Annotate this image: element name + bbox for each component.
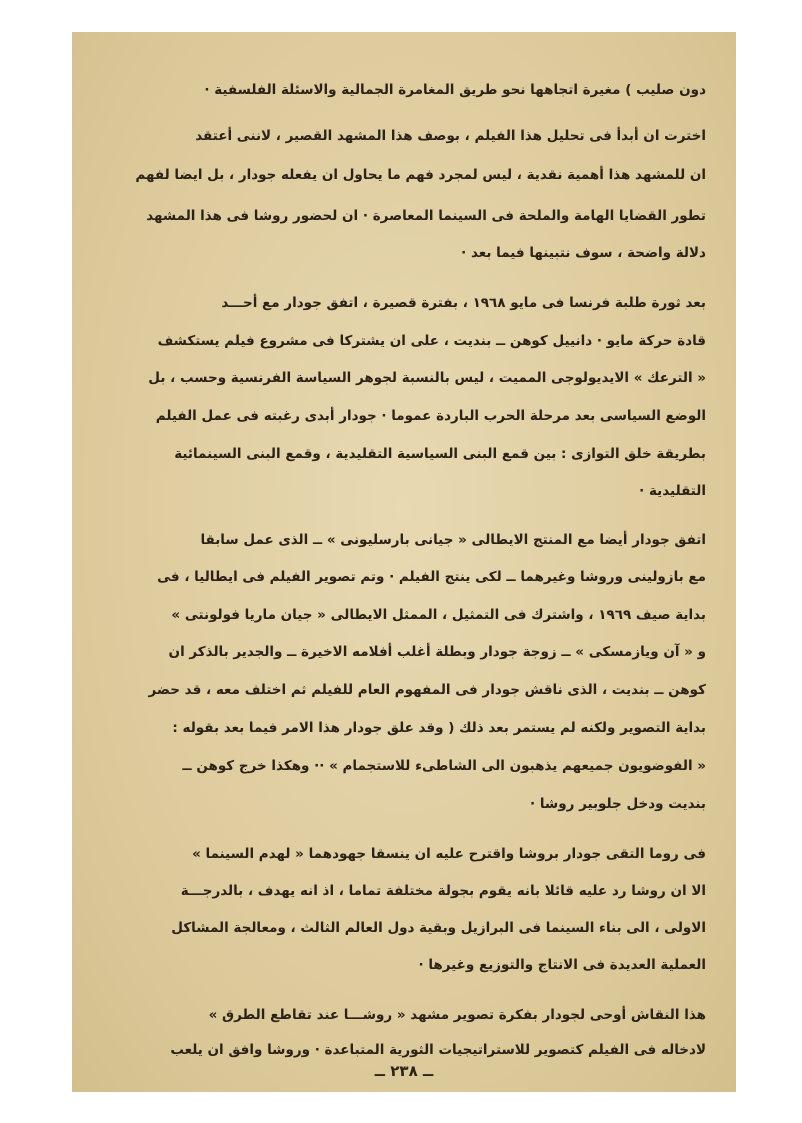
text-line: العملية العديدة فى الانتاج والتوزيع وغيرها ·: [418, 957, 706, 973]
text-line: بداية صيف ١٩٦٩ ، واشترك فى التمثيل ، الممثل الايطالى « جيان ماريا فولونتى »: [171, 607, 706, 623]
text-line: الا ان روشا رد عليه قائلا بانه يقوم بجولة مختلفة تماما ، اذ انه يهدف ، بالدرجـــة: [180, 883, 706, 899]
text-line: « الفوضويون جميعهم يذهبون الى الشاطىء للاستجمام » ·· وهكذا خرج كوهن ــ: [182, 758, 706, 774]
book-page: [72, 32, 736, 1092]
text-line: دلالة واضحة ، سوف نتبينها فيما بعد ·: [461, 245, 706, 261]
text-line: بعد ثورة طلبة فرنسا فى مايو ١٩٦٨ ، بفترة قصيرة ، اتفق جودار مع أحـــد: [221, 295, 706, 311]
text-line: « الترعك » الايديولوجى المميت ، ليس بالنسبة لجوهر السياسة الفرنسية وحسب ، بل: [148, 370, 706, 386]
text-line: الاولى ، الى بناء السينما فى البرازيل وبقية دول العالم الثالث ، ومعالجة المشاكل: [171, 920, 706, 936]
text-line: قادة حركة مايو · دانييل كوهن ــ بنديت ، على ان يشتركا فى مشروع فيلم يستكشف: [157, 333, 706, 349]
text-line: اتفق جودار أيضا مع المنتج الايطالى « جيانى بارسليونى » ــ الذى عمل سابقا: [200, 532, 706, 548]
text-line: بنديت ودخل جلوبير روشا ·: [530, 796, 706, 812]
text-line: كوهن ــ بنديت ، الذى ناقش جودار فى المفهوم العام للفيلم ثم اختلف معه ، قد حضر: [148, 682, 706, 698]
text-line: التقليدية ·: [639, 483, 706, 499]
text-line: بطريقة خلق التوازى : بين قمع البنى السياسية التقليدية ، وقمع البنى السينمائية: [174, 446, 706, 462]
text-line: تطور القضايا الهامة والملحة فى السينما المعاصرة · ان لحضور روشا فى هذا المشهد: [146, 208, 706, 224]
text-line: اخترت ان أبدأ فى تحليل هذا الفيلم ، بوصف هذا المشهد القصير ، لاننى أعتقد: [195, 128, 706, 144]
text-line: فى روما التقى جودار بروشا واقترح عليه ان ينسقا جهودهما « لهدم السينما »: [192, 846, 706, 862]
text-line: مع بازولينى وروشا وغيرهما ــ لكى ينتج الفيلم · وتم تصوير الفيلم فى ايطاليا ، فى: [157, 569, 706, 585]
text-line: الوضع السياسى بعد مرحلة الحرب الباردة عموما · جودار أبدى رغبته فى عمل الفيلم: [155, 408, 706, 424]
page-number: ــ ٢٣٨ ــ: [374, 1062, 434, 1080]
text-line: و « آن ويازمسكى » ــ زوجة جودار وبطلة أغلب أفلامه الاخيرة ــ والجدير بالذكر ان: [168, 644, 706, 660]
text-line: بداية التصوير ولكنه لم يستمر بعد ذلك ( وقد علق جودار هذا الامر فيما بعد بقوله :: [172, 720, 706, 736]
text-line: ان للمشهد هذا أهمية نقدية ، ليس لمجرد فهم ما يحاول ان يفعله جودار ، بل ايضا لفهم: [135, 167, 706, 183]
text-line: دون صليب ) مغيرة اتجاهها نحو طريق المغامرة الجمالية والاسئلة الفلسفية ·: [204, 82, 706, 98]
text-line: لادخاله فى الفيلم كتصوير للاستراتيجيات الثورية المتباعدة · وروشا وافق ان يلعب: [170, 1042, 706, 1058]
text-line: هذا النقاش أوحى لجودار بفكرة تصوير مشهد « روشـــا عند تقاطع الطرق »: [208, 1007, 706, 1023]
